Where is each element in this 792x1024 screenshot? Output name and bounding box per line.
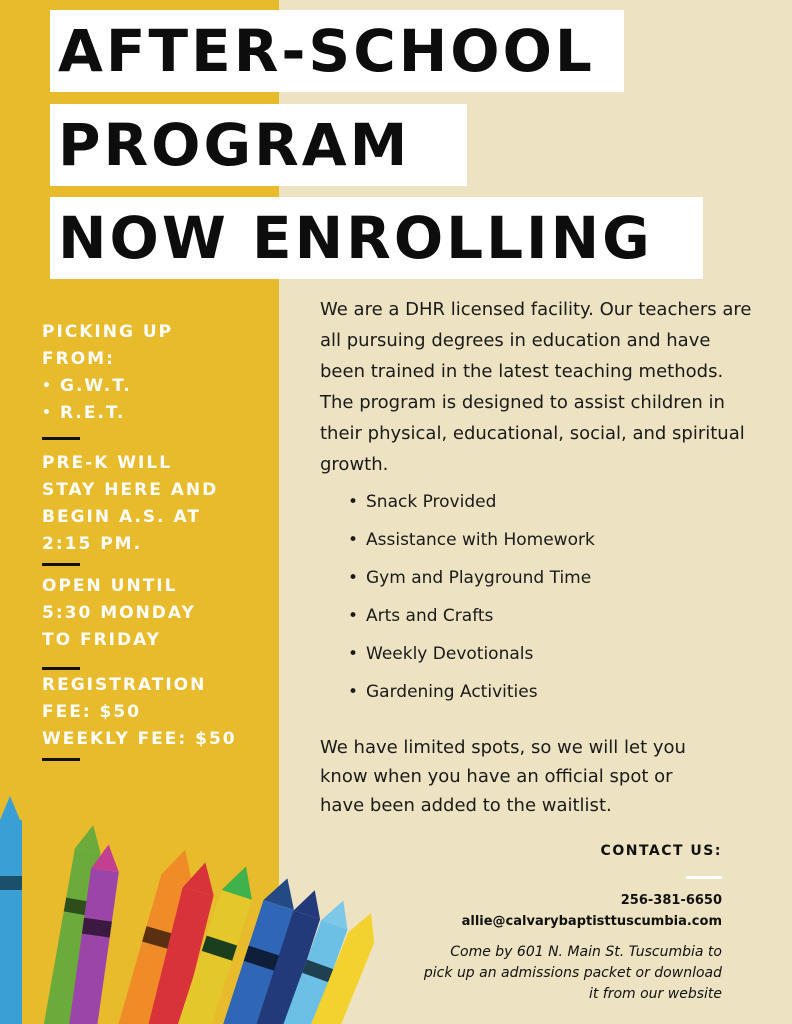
visit-note: Come by 601 N. Main St. Tuscumbia to pick up an admissions packet or download it from our website <box>423 944 722 1002</box>
divider <box>42 667 80 670</box>
pickup-section <box>42 319 272 427</box>
crayon-blue-icon <box>0 796 22 1024</box>
crayons-illustration <box>0 780 380 1024</box>
title-line-2: PROGRAM <box>50 104 467 186</box>
feature-item: • Gym and Playground Time <box>348 563 595 601</box>
feature-item: • Weekly Devotionals <box>348 639 595 677</box>
feature-item: • Gardening Activities <box>348 677 595 715</box>
prek-text: PRE-K WILL STAY HERE AND BEGIN A.S. AT 2:15 PM. <box>42 453 219 554</box>
pickup-list <box>42 373 272 427</box>
feature-item: • Snack Provided <box>348 487 595 525</box>
weekly-fee: WEEKLY FEE: $50 <box>42 729 237 749</box>
feature-item: • Arts and Crafts <box>348 601 595 639</box>
contact-divider <box>686 876 722 879</box>
intro-paragraph: We are a DHR licensed facility. Our teachers are all pursuing degrees in education and have been trained in the latest teaching methods. The program is designed to assist children in their physical, educational, social, and spiritual growth. <box>320 299 752 475</box>
feature-item: • Assistance with Homework <box>348 525 595 563</box>
divider <box>42 758 80 761</box>
fees-section <box>42 672 272 753</box>
divider <box>42 563 80 566</box>
limited-spots-paragraph: We have limited spots, so we will let you know when you have an official spot or have been added to the waitlist. <box>320 737 686 816</box>
pickup-school: • G.W.T. <box>42 373 272 400</box>
pickup-heading: PICKING UP FROM: <box>42 322 174 369</box>
features-list <box>348 487 595 715</box>
pickup-school: • R.E.T. <box>42 400 272 427</box>
contact-email: allie@calvarybaptisttuscumbia.com <box>461 914 722 929</box>
title-line-3: NOW ENROLLING <box>50 197 703 279</box>
contact-heading: CONTACT US: <box>600 843 722 859</box>
contact-phone: 256-381-6650 <box>620 893 722 908</box>
registration-fee: REGISTRATION FEE: $50 <box>42 675 207 722</box>
divider <box>42 437 80 440</box>
hours-text: OPEN UNTIL 5:30 MONDAY TO FRIDAY <box>42 576 196 650</box>
title-line-1: AFTER-SCHOOL <box>50 10 624 92</box>
